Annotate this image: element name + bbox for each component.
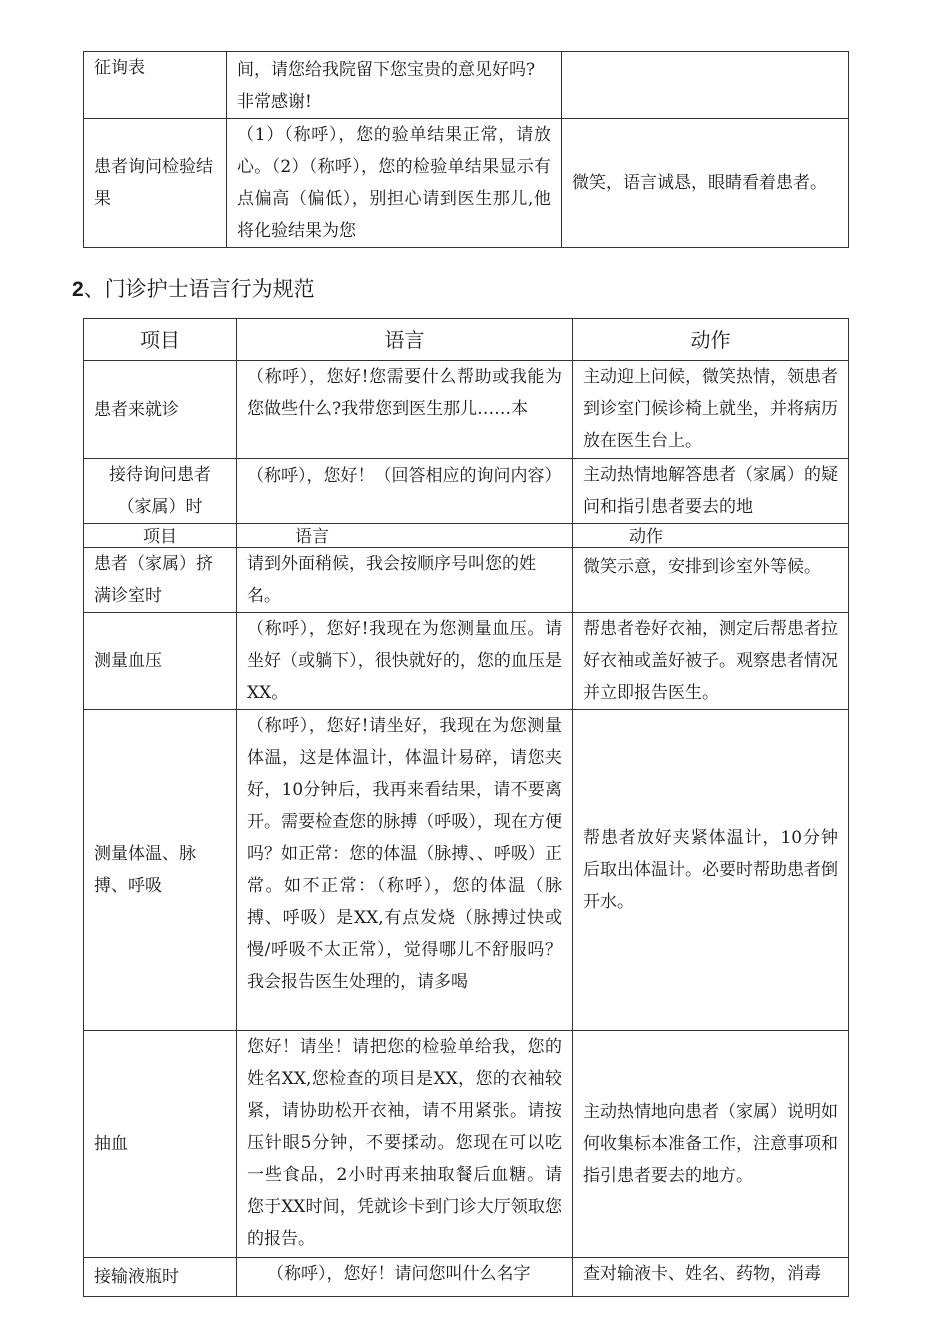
cell-action: 主动热情地向患者（家属）说明如何收集标本准备工作，注意事项和指引患者要去的地方。 <box>573 1031 849 1258</box>
table-top <box>83 51 849 248</box>
cell-language: 请到外面稍候，我会按顺序号叫您的姓名。 <box>237 548 573 613</box>
cell-item: 测量体温、脉搏、呼吸 <box>84 710 237 1031</box>
header-action: 动作 <box>573 319 849 361</box>
header-item: 项目 <box>84 319 237 361</box>
cell-language: （称呼），您好！请问您叫什么名字 <box>237 1258 573 1297</box>
table-main <box>83 318 849 1297</box>
cell-action: 微笑，语言诚恳，眼睛看着患者。 <box>562 119 849 248</box>
cell-item: 接输液瓶时 <box>84 1258 237 1297</box>
cell-action: 查对输液卡、姓名、药物，消毒 <box>573 1258 849 1297</box>
table-row <box>84 119 849 248</box>
cell-item: 患者来就诊 <box>84 361 237 459</box>
section-heading <box>72 274 315 305</box>
cell-item: 患者询问检验结果 <box>84 119 227 248</box>
cell-item: 测量血压 <box>84 613 237 710</box>
cell-action: 主动热情地解答患者（家属）的疑问和指引患者要去的地 <box>573 459 849 524</box>
section-title: 、门诊护士语言行为规范 <box>83 277 315 301</box>
subheader-item: 项目 <box>84 524 237 548</box>
subheader-action: 动作 <box>573 524 849 548</box>
cell-language: （称呼），您好!请坐好，我现在为您测量体温，这是体温计，体温计易碎，请您夹好，10分钟后，我再来看结果，请不要离开。需要检查您的脉搏（呼吸），现在方便吗？如正常：您的体温（脉搏、、呼吸）正常。如不正常：（称呼），您的体温（脉搏、呼吸）是XX,有点发烧（脉搏过快或慢/呼吸不太正常），觉得哪儿不舒服吗？我会报告医生处理的，请多喝 <box>237 710 573 1031</box>
table-row <box>84 548 849 613</box>
cell-language: （称呼），您好！（回答相应的询问内容） <box>237 459 573 524</box>
cell-language: 您好！请坐！请把您的检验单给我，您的姓名XX,您检查的项目是XX，您的衣袖较紧，请协助松开衣袖，请不用紧张。请按压针眼5分钟，不要揉动。您现在可以吃一些食品，2小时再来抽取餐后血糖。请您于XX时间，凭就诊卡到门诊大厅领取您的报告。 <box>237 1031 573 1258</box>
cell-item: 接待询问患者（家属）时 <box>84 459 237 524</box>
table-subheader-row <box>84 524 849 548</box>
cell-language: 间，请您给我院留下您宝贵的意见好吗?非常感谢! <box>227 52 562 119</box>
cell-action <box>562 52 849 119</box>
cell-action: 微笑示意，安排到诊室外等候。 <box>573 548 849 613</box>
table-row <box>84 613 849 710</box>
cell-action: 帮患者卷好衣袖，测定后帮患者拉好衣袖或盖好被子。观察患者情况并立即报告医生。 <box>573 613 849 710</box>
table-row <box>84 1031 849 1258</box>
cell-language: （称呼），您好!我现在为您测量血压。请坐好（或躺下），很快就好的，您的血压是XX。 <box>237 613 573 710</box>
cell-item: 患者（家属）挤满诊室时 <box>84 548 237 613</box>
cell-language: （1）（称呼），您的验单结果正常，请放心。（2）（称呼），您的检验单结果显示有点偏高（偏低），别担心请到医生那儿,他将化验结果为您 <box>227 119 562 248</box>
table-row <box>84 1258 849 1297</box>
cell-language: （称呼），您好!您需要什么帮助或我能为您做些什么?我带您到医生那儿……本 <box>237 361 573 459</box>
header-language: 语言 <box>237 319 573 361</box>
cell-action: 主动迎上问候，微笑热情，领患者到诊室门候诊椅上就坐，并将病历放在医生台上。 <box>573 361 849 459</box>
cell-item: 抽血 <box>84 1031 237 1258</box>
table-row <box>84 710 849 1031</box>
table-row <box>84 52 849 119</box>
table-header-row <box>84 319 849 361</box>
table-row <box>84 361 849 459</box>
section-number: 2 <box>72 278 84 301</box>
subheader-language: 语言 <box>237 524 573 548</box>
cell-action: 帮患者放好夹紧体温计，10分钟后取出体温计。必要时帮助患者倒开水。 <box>573 710 849 1031</box>
cell-item: 征询表 <box>84 52 227 119</box>
table-row <box>84 459 849 524</box>
